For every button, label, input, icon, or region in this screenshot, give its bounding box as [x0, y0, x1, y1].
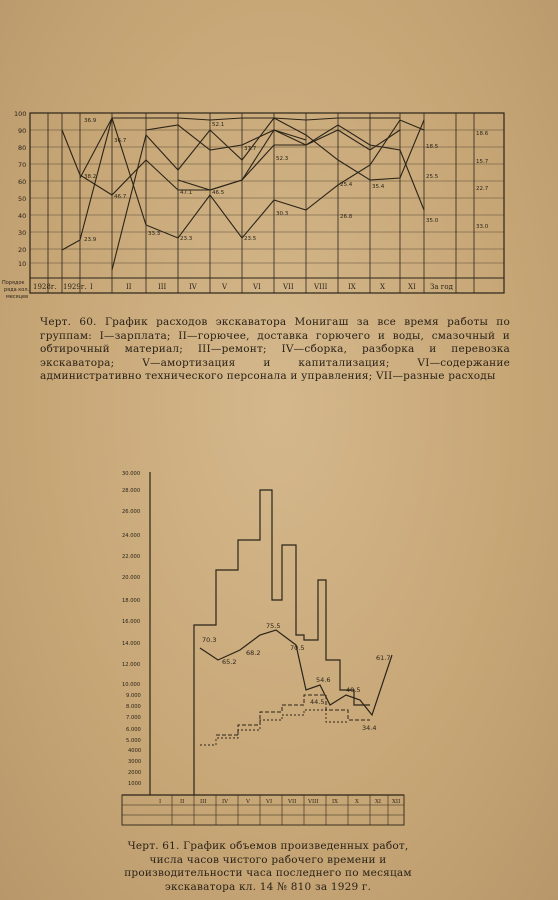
- svg-text:30: 30: [18, 229, 27, 237]
- svg-text:1929г.: 1929г.: [63, 283, 87, 291]
- svg-text:80: 80: [18, 144, 27, 152]
- svg-text:XII: XII: [392, 799, 401, 805]
- svg-text:1000: 1000: [128, 781, 142, 787]
- svg-text:40.5: 40.5: [346, 686, 361, 694]
- svg-text:25.5: 25.5: [426, 174, 439, 180]
- svg-text:2000: 2000: [128, 770, 142, 776]
- svg-text:75.5: 75.5: [266, 622, 281, 630]
- svg-text:ряда кол.: ряда кол.: [4, 287, 30, 293]
- svg-text:35.0: 35.0: [426, 218, 439, 224]
- svg-text:V: V: [246, 799, 250, 805]
- svg-text:X: X: [380, 283, 385, 291]
- svg-text:100: 100: [14, 110, 27, 118]
- svg-text:12.000: 12.000: [122, 662, 141, 668]
- svg-text:II: II: [180, 799, 185, 805]
- svg-text:VIII: VIII: [308, 799, 319, 805]
- svg-text:26.8: 26.8: [340, 214, 353, 220]
- svg-text:VI: VI: [266, 799, 273, 805]
- svg-text:23.3: 23.3: [180, 236, 193, 242]
- svg-text:III: III: [200, 799, 207, 805]
- svg-text:18.000: 18.000: [122, 598, 141, 604]
- svg-text:68.2: 68.2: [246, 649, 261, 657]
- chart60-x-labels: [33, 283, 454, 291]
- svg-text:IX: IX: [332, 799, 339, 805]
- svg-text:V: V: [222, 283, 228, 291]
- svg-text:52.3: 52.3: [276, 156, 289, 162]
- svg-text:10: 10: [18, 260, 27, 268]
- svg-text:I: I: [90, 283, 93, 291]
- svg-text:61.7: 61.7: [376, 654, 391, 662]
- svg-text:70: 70: [18, 161, 27, 169]
- svg-text:9.000: 9.000: [126, 693, 141, 699]
- svg-text:36.7: 36.7: [114, 138, 127, 144]
- svg-text:25.4: 25.4: [340, 182, 353, 188]
- svg-text:II: II: [126, 283, 132, 291]
- svg-text:8.000: 8.000: [126, 704, 141, 710]
- svg-text:90: 90: [18, 127, 27, 135]
- svg-text:28.000: 28.000: [122, 488, 141, 494]
- svg-text:60: 60: [18, 178, 27, 186]
- svg-text:46.7: 46.7: [114, 194, 127, 200]
- svg-text:35.4: 35.4: [372, 184, 385, 190]
- svg-text:IV: IV: [222, 799, 229, 805]
- svg-text:18.5: 18.5: [426, 144, 439, 150]
- chart61-y-ticks: [122, 471, 141, 787]
- svg-text:10.000: 10.000: [122, 682, 141, 688]
- chart60-caption: Черт. 60. График расходов экскаватора Монигаш за все время работы по группам: I—зарплата; II—горючее, доставка горючего и воды, смазочный и обтирочный материал; III—ремонт; IV—сборка, разборка и перевозка экскаватора; V—амортизация и капитализация; VI—содержание административно технического персонала и управления; VII—разные расходы: [40, 316, 510, 382]
- svg-text:46.5: 46.5: [212, 190, 225, 196]
- svg-text:VII: VII: [288, 799, 297, 805]
- svg-text:X: X: [355, 799, 359, 805]
- svg-text:7.000: 7.000: [126, 715, 141, 721]
- svg-text:VII: VII: [283, 283, 294, 291]
- svg-text:5.000: 5.000: [126, 738, 141, 744]
- svg-text:15.7: 15.7: [476, 159, 489, 165]
- svg-text:VIII: VIII: [314, 283, 328, 291]
- svg-text:47.1: 47.1: [180, 190, 193, 196]
- svg-text:Порядок: Порядок: [2, 280, 25, 286]
- svg-text:20.000: 20.000: [122, 575, 141, 581]
- svg-text:70.3: 70.3: [202, 636, 217, 644]
- svg-text:1928г.: 1928г.: [33, 283, 57, 291]
- svg-text:18.6: 18.6: [476, 131, 489, 137]
- svg-text:33.3: 33.3: [148, 231, 161, 237]
- chart61-caption: Черт. 61. График объемов произведенных работ, числа часов чистого рабочего времени и производительности часа последнего по месяцам экскаватора кл. 14 № 810 за 1929 г.: [124, 840, 412, 893]
- svg-text:40: 40: [18, 212, 27, 220]
- svg-text:XI: XI: [408, 283, 416, 291]
- chart61-month-labels: [159, 799, 400, 805]
- svg-text:70.5: 70.5: [290, 644, 305, 652]
- svg-text:38.2: 38.2: [84, 174, 97, 180]
- svg-text:22.000: 22.000: [122, 554, 141, 560]
- svg-text:65.2: 65.2: [222, 658, 237, 666]
- chart61-point-labels: [202, 622, 390, 732]
- svg-text:52.1: 52.1: [212, 122, 225, 128]
- svg-text:33.0: 33.0: [476, 224, 489, 230]
- svg-text:VI: VI: [253, 283, 261, 291]
- svg-text:30.3: 30.3: [276, 211, 289, 217]
- svg-text:14.000: 14.000: [122, 641, 141, 647]
- svg-text:37.7: 37.7: [244, 146, 257, 152]
- svg-text:IX: IX: [348, 283, 356, 291]
- svg-text:23.9: 23.9: [84, 237, 97, 243]
- svg-text:6.000: 6.000: [126, 727, 141, 733]
- svg-text:44.5: 44.5: [310, 698, 325, 706]
- svg-text:3000: 3000: [128, 759, 142, 765]
- svg-text:26.000: 26.000: [122, 509, 141, 515]
- chart60-value-labels: [84, 118, 489, 243]
- svg-text:I: I: [159, 799, 162, 805]
- svg-text:23.5: 23.5: [244, 236, 257, 242]
- chart61-frame: [122, 472, 404, 825]
- svg-text:54.6: 54.6: [316, 676, 331, 684]
- svg-text:IV: IV: [189, 283, 197, 291]
- svg-text:34.4: 34.4: [362, 724, 377, 732]
- svg-text:16.000: 16.000: [122, 619, 141, 625]
- chart60-y-ticks: [14, 110, 26, 268]
- svg-text:36.9: 36.9: [84, 118, 97, 124]
- svg-text:XI: XI: [375, 799, 382, 805]
- svg-text:месяцев: месяцев: [6, 294, 29, 300]
- svg-text:24.000: 24.000: [122, 533, 141, 539]
- svg-text:22.7: 22.7: [476, 186, 489, 192]
- svg-text:III: III: [158, 283, 167, 291]
- chart61-step-curves: [194, 490, 392, 795]
- svg-text:4000: 4000: [128, 748, 142, 754]
- svg-text:За год: За год: [430, 283, 453, 291]
- svg-text:30.000: 30.000: [122, 471, 141, 477]
- svg-text:50: 50: [18, 195, 27, 203]
- svg-text:20: 20: [18, 246, 27, 254]
